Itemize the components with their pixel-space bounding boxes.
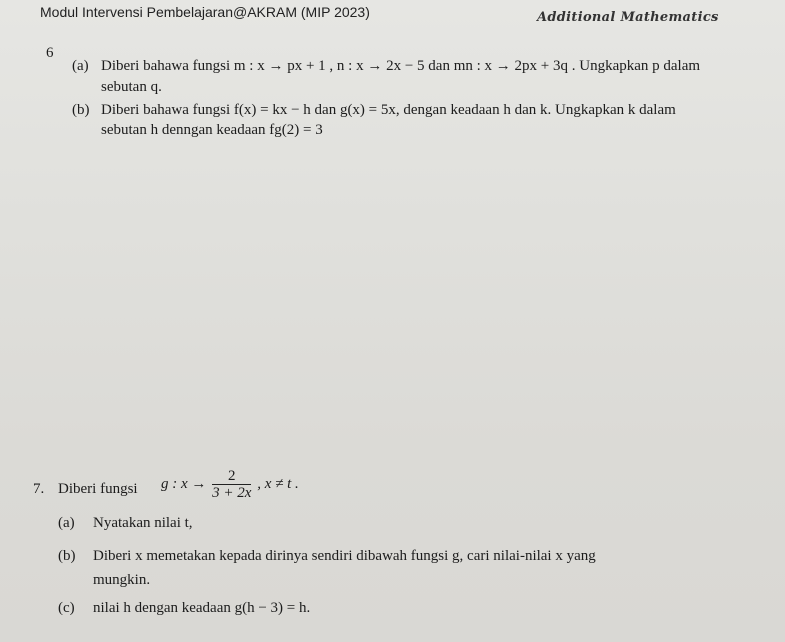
q7-fraction-numerator: 2 [212,468,251,485]
subject-header: Additional Mathematics [537,10,719,25]
q7-number: 7. [33,481,45,497]
q7c-text: nilai h dengan keadaan g(h − 3) = h. [93,600,311,616]
q7b-line1: Diberi x memetakan kepada dirinya sendiri dibawah fungsi g, cari nilai-nilai x yang [93,548,596,564]
q6b-line1: Diberi bahawa fungsi f(x) = kx − h dan g(x) = 5x, dengan keadaan h dan k. Ungkapkan k dalam [101,102,676,118]
q6-number: 6 [46,45,54,61]
q6b-label: (b) [72,102,90,118]
q7-fraction-denominator: 3 + 2x [212,485,252,501]
q6a-label: (a) [72,58,89,74]
q7-function-suffix: , x ≠ t . [257,475,299,492]
q7-fraction [212,468,251,501]
q7b-label: (b) [58,548,76,564]
q6a-line1: Diberi bahawa fungsi m : x → px + 1 , n : x → 2x − 5 dan mn : x → 2px + 3q . Ungkapkan p dalam [101,58,701,74]
q7c-label: (c) [58,600,75,616]
module-header: Modul Intervensi Pembelajaran@AKRAM (MIP 2023) [40,4,370,20]
q7-intro: Diberi fungsi [58,481,138,497]
q6a-line2: sebutan q. [101,79,162,95]
q7-function-prefix: g : x → [161,475,207,492]
q7a-text: Nyatakan nilai t, [93,515,193,531]
q7a-label: (a) [58,515,75,531]
q6b-line2: sebutan h denngan keadaan fg(2) = 3 [101,122,323,138]
q7b-line2: mungkin. [93,572,151,588]
q7-function [161,468,299,501]
